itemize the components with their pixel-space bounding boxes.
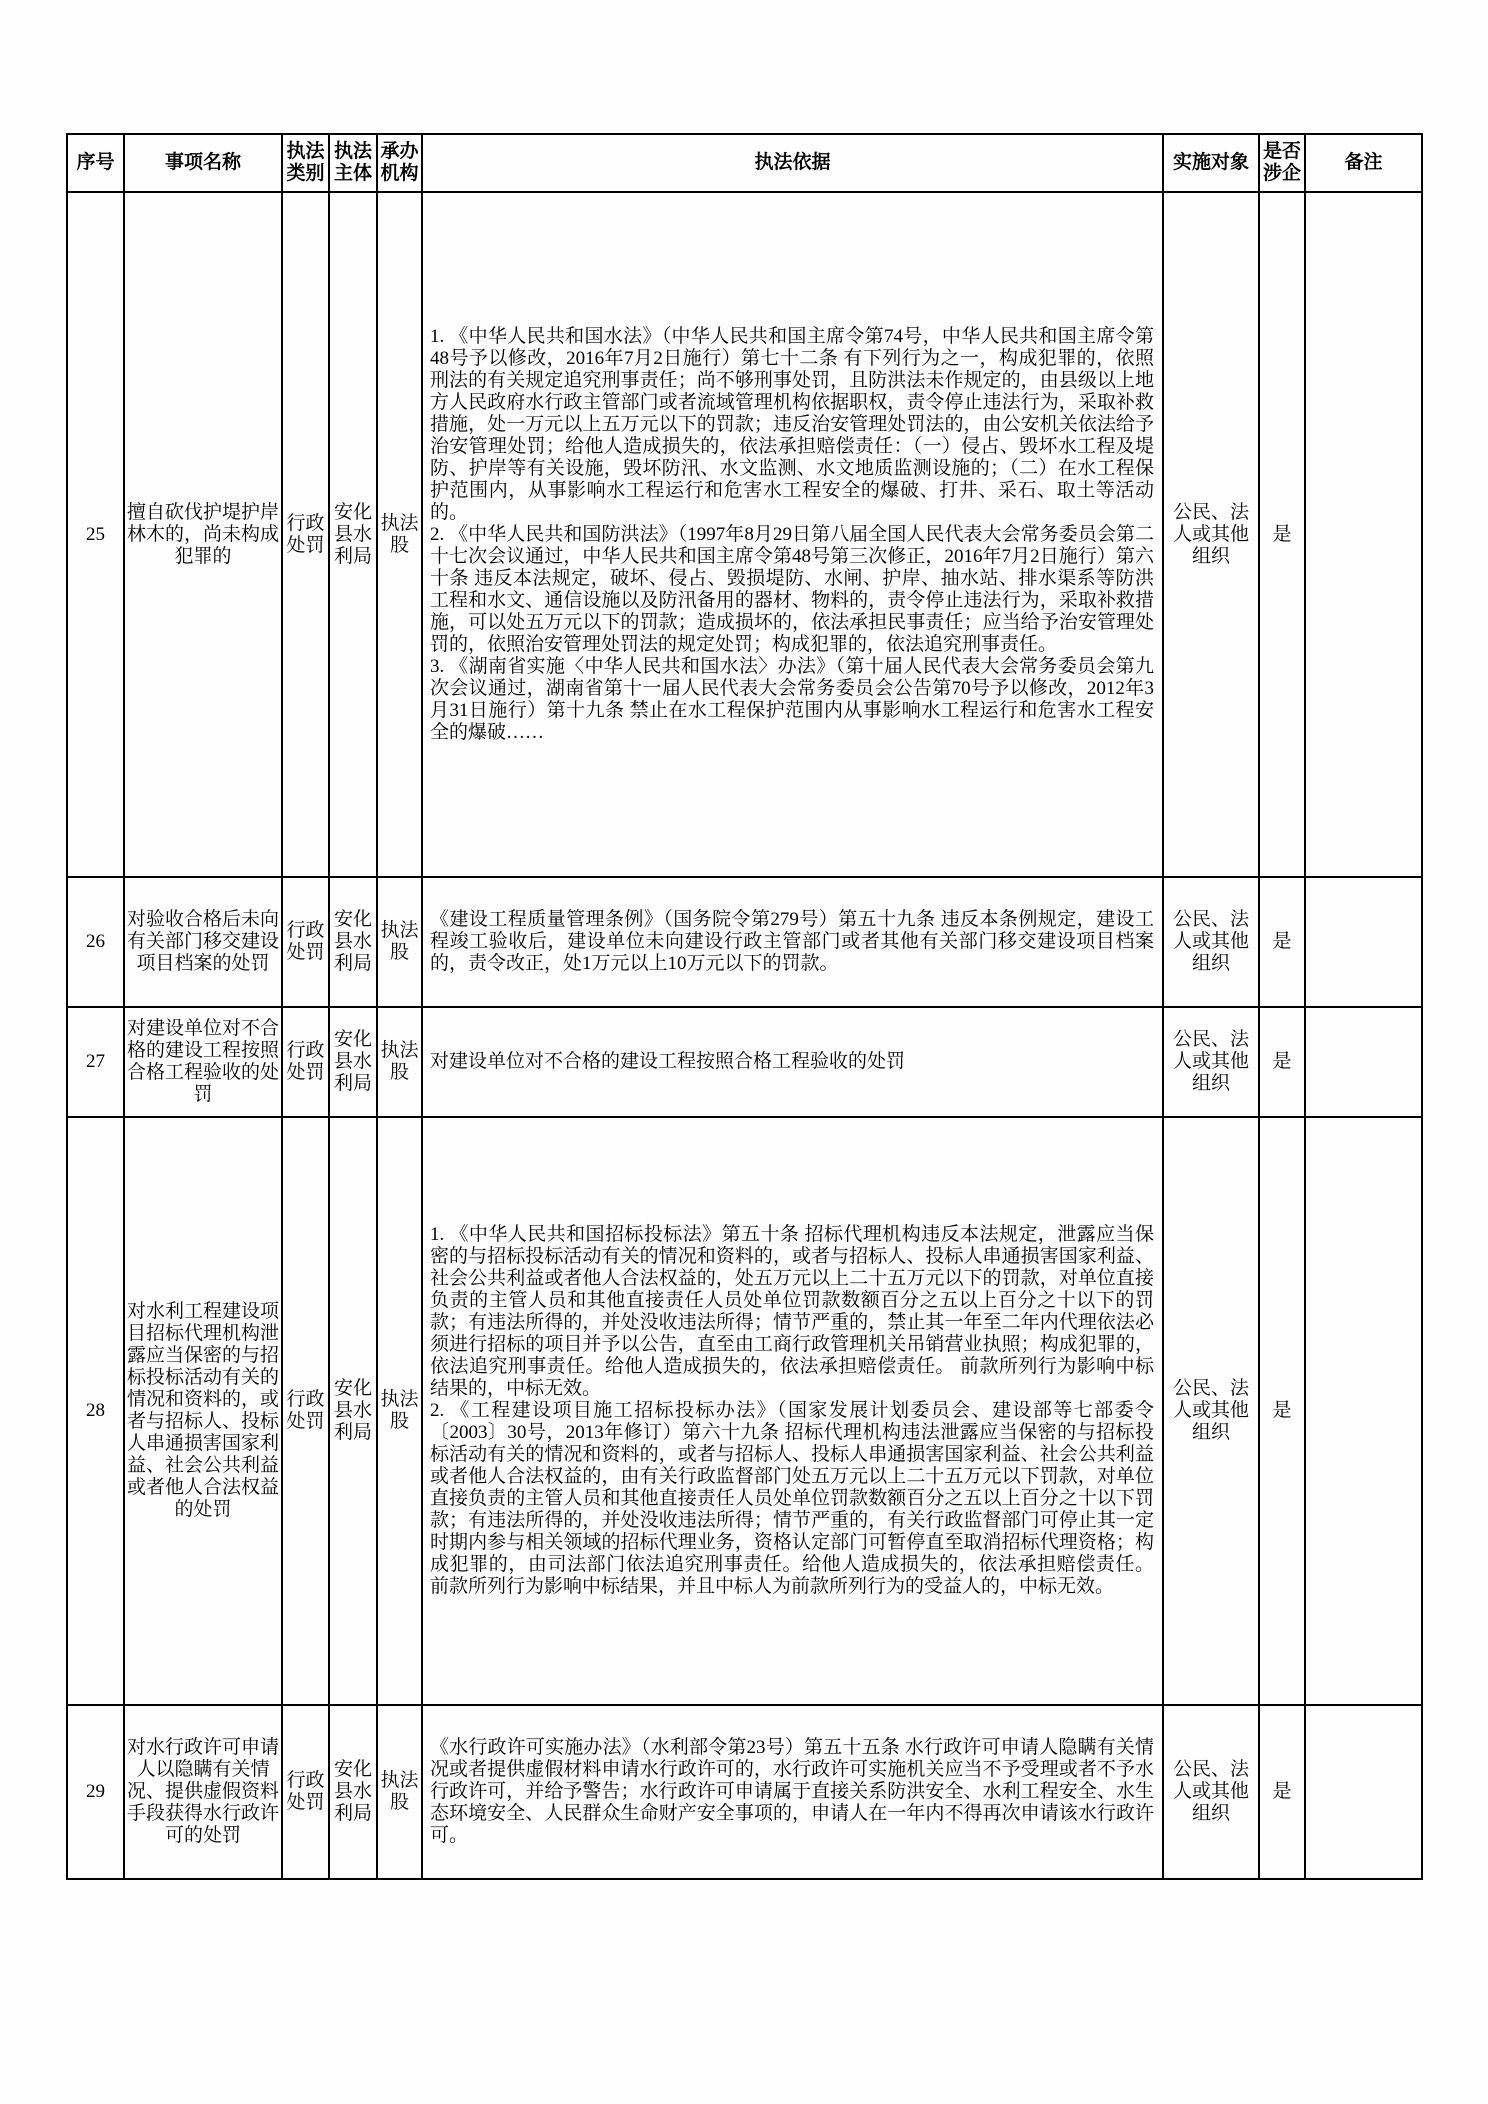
target-cell: 公民、法人或其他组织: [1163, 192, 1259, 877]
category-cell: 行政处罚: [282, 192, 329, 877]
basis-paragraph: 2. 《工程建设项目施工招标投标办法》（国家发展计划委员会、建设部等七部委令〔2003〕30号，2013年修订）第六十九条 招标代理机构违法泄露应当保密的与招标投标活动有关的情况和资料的，或者与招标人、投标人串通损害国家利益、社会公共利益或者他人合法权益的，由有关行政监督部门处五万元以上二十五万元以下罚款，对单位直接负责的主管人员和其他直接责任人员处单位罚款数额百分之五以上百分之十以下罚款；有违法所得的，并处没收违法所得；情节严重的，有关行政监督部门可停止其一定时期内参与相关领域的招标代理业务，资格认定部门可暂停直至取消招标代理资格；构成犯罪的，由司法部门依法追究刑事责任。给他人造成损失的，依法承担赔偿责任。 前款所列行为影响中标结果，并且中标人为前款所列行为的受益人的，中标无效。: [430, 1400, 1154, 1597]
item-name-cell: 对建设单位对不合格的建设工程按照合格工程验收的处罚: [124, 1007, 282, 1117]
involves-enterprise-cell: 是: [1259, 1007, 1305, 1117]
involves-enterprise-cell: 是: [1259, 192, 1305, 877]
agency-cell: 执法股: [377, 877, 422, 1007]
subject-cell: 安化县水利局: [329, 877, 377, 1007]
header-agency: 承办机构: [377, 134, 422, 192]
remark-cell: [1305, 1007, 1422, 1117]
involves-enterprise-cell: 是: [1259, 1705, 1305, 1879]
target-cell: 公民、法人或其他组织: [1163, 877, 1259, 1007]
basis-paragraph: 2. 《中华人民共和国防洪法》（1997年8月29日第八届全国人民代表大会常务委员会第二十七次会议通过，中华人民共和国主席令第48号第三次修正，2016年7月2日施行）第六十条 违反本法规定，破坏、侵占、毁损堤防、水闸、护岸、抽水站、排水渠系等防洪工程和水文、通信设施以及防汛备用的器材、物料的，责令停止违法行为，采取补救措施，可以处五万元以下的罚款；造成损坏的，依法承担民事责任；应当给予治安管理处罚的，依照治安管理处罚法的规定处罚；构成犯罪的，依法追究刑事责任。: [430, 523, 1154, 655]
item-name-cell: 对水行政许可申请人以隐瞒有关情况、提供虚假资料手段获得水行政许可的处罚: [124, 1705, 282, 1879]
category-cell: 行政处罚: [282, 877, 329, 1007]
target-cell: 公民、法人或其他组织: [1163, 1117, 1259, 1705]
involves-enterprise-cell: 是: [1259, 877, 1305, 1007]
seq-cell: 27: [67, 1007, 124, 1117]
basis-paragraph: 3. 《湖南省实施〈中华人民共和国水法〉办法》（第十届人民代表大会常务委员会第九次会议通过，湖南省第十一届人民代表大会常务委员会公告第70号予以修改，2012年3月31日施行）第十九条 禁止在水工程保护范围内从事影响水工程运行和危害水工程安全的爆破……: [430, 655, 1154, 743]
remark-cell: [1305, 877, 1422, 1007]
involves-enterprise-cell: 是: [1259, 1117, 1305, 1705]
basis-paragraph: 1. 《中华人民共和国招标投标法》第五十条 招标代理机构违反本法规定，泄露应当保密的与招标投标活动有关的情况和资料的，或者与招标人、投标人串通损害国家利益、社会公共利益或者他人合法权益的，处五万元以上二十五万元以下的罚款，对单位直接负责的主管人员和其他直接责任人员处单位罚款数额百分之五以上百分之十以下的罚款；有违法所得的，并处没收违法所得；情节严重的，禁止其一年至二年内代理依法必须进行招标的项目并予以公告，直至由工商行政管理机关吊销营业执照；构成犯罪的，依法追究刑事责任。给他人造成损失的，依法承担赔偿责任。 前款所列行为影响中标结果的，中标无效。: [430, 1224, 1154, 1399]
table-row-27: [67, 1007, 1422, 1117]
header-category: 执法类别: [282, 134, 329, 192]
basis-cell: [422, 1117, 1163, 1705]
target-cell: 公民、法人或其他组织: [1163, 1007, 1259, 1117]
table-row-29: [67, 1705, 1422, 1879]
agency-cell: 执法股: [377, 1705, 422, 1879]
basis-paragraph: 《建设工程质量管理条例》（国务院令第279号）第五十九条 违反本条例规定，建设工程竣工验收后，建设单位未向建设行政主管部门或者其他有关部门移交建设项目档案的，责令改正，处1万元以上10万元以下的罚款。: [430, 909, 1154, 974]
remark-cell: [1305, 1705, 1422, 1879]
agency-cell: 执法股: [377, 1007, 422, 1117]
basis-paragraph: 1. 《中华人民共和国水法》（中华人民共和国主席令第74号，中华人民共和国主席令第48号予以修改，2016年7月2日施行）第七十二条 有下列行为之一，构成犯罪的，依照刑法的有关规定追究刑事责任；尚不够刑事处罚，且防洪法未作规定的，由县级以上地方人民政府水行政主管部门或者流域管理机构依据职权，责令停止违法行为，采取补救措施，处一万元以上五万元以下的罚款；违反治安管理处罚法的，由公安机关依法给予治安管理处罚；给他人造成损失的，依法承担赔偿责任：（一）侵占、毁坏水工程及堤防、护岸等有关设施，毁坏防汛、水文监测、水文地质监测设施的；（二）在水工程保护范围内，从事影响水工程运行和危害水工程安全的爆破、打井、采石、取土等活动的。: [430, 325, 1154, 523]
basis-cell: [422, 192, 1163, 877]
subject-cell: 安化县水利局: [329, 1705, 377, 1879]
category-cell: 行政处罚: [282, 1705, 329, 1879]
basis-cell: [422, 877, 1163, 1007]
item-name-cell: 对验收合格后未向有关部门移交建设项目档案的处罚: [124, 877, 282, 1007]
seq-cell: 26: [67, 877, 124, 1007]
basis-paragraph: 对建设单位对不合格的建设工程按照合格工程验收的处罚: [430, 1051, 906, 1072]
agency-cell: 执法股: [377, 1117, 422, 1705]
remark-cell: [1305, 192, 1422, 877]
enforcement-items-table: [66, 133, 1423, 1880]
remark-cell: [1305, 1117, 1422, 1705]
header-remark: 备注: [1305, 134, 1422, 192]
subject-cell: 安化县水利局: [329, 1117, 377, 1705]
agency-cell: 执法股: [377, 192, 422, 877]
header-seq: 序号: [67, 134, 124, 192]
target-cell: 公民、法人或其他组织: [1163, 1705, 1259, 1879]
table-row-25: [67, 192, 1422, 877]
category-cell: 行政处罚: [282, 1007, 329, 1117]
basis-cell: [422, 1705, 1163, 1879]
seq-cell: 28: [67, 1117, 124, 1705]
table-row-26: [67, 877, 1422, 1007]
item-name-cell: 擅自砍伐护堤护岸林木的，尚未构成犯罪的: [124, 192, 282, 877]
header-target: 实施对象: [1163, 134, 1259, 192]
header-involves-enterprise: 是否涉企: [1259, 134, 1305, 192]
header-item-name: 事项名称: [124, 134, 282, 192]
seq-cell: 25: [67, 192, 124, 877]
header-basis: 执法依据: [422, 134, 1163, 192]
table-row-28: [67, 1117, 1422, 1705]
subject-cell: 安化县水利局: [329, 1007, 377, 1117]
table-header: [67, 134, 1422, 192]
header-row: [67, 134, 1422, 192]
category-cell: 行政处罚: [282, 1117, 329, 1705]
subject-cell: 安化县水利局: [329, 192, 377, 877]
basis-cell: [422, 1007, 1163, 1117]
item-name-cell: 对水利工程建设项目招标代理机构泄露应当保密的与招标投标活动有关的情况和资料的，或者与招标人、投标人串通损害国家利益、社会公共利益或者他人合法权益的处罚: [124, 1117, 282, 1705]
seq-cell: 29: [67, 1705, 124, 1879]
header-subject: 执法主体: [329, 134, 377, 192]
basis-paragraph: 《水行政许可实施办法》（水利部令第23号）第五十五条 水行政许可申请人隐瞒有关情况或者提供虚假材料申请水行政许可的，水行政许可实施机关应当不予受理或者不予水行政许可，并给予警告；水行政许可申请属于直接关系防洪安全、水利工程安全、水生态环境安全、人民群众生命财产安全事项的，申请人在一年内不得再次申请该水行政许可。: [430, 1737, 1154, 1846]
